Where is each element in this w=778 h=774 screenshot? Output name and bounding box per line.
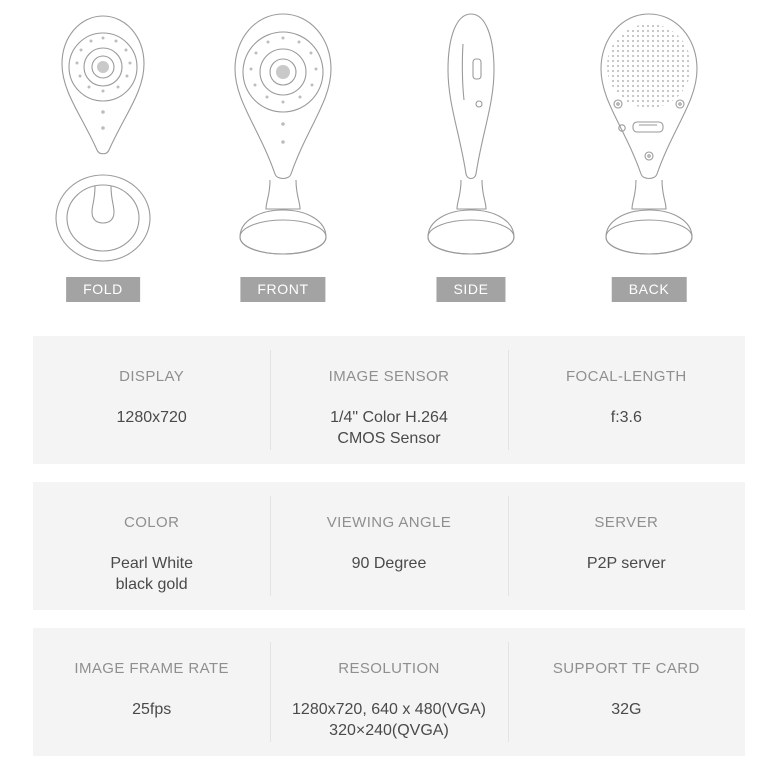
- camera-side-view-icon: [378, 4, 564, 274]
- product-view-back: [556, 0, 742, 320]
- spec-value: 1280x720: [116, 409, 187, 426]
- spec-cell-viewing-angle: [270, 482, 507, 610]
- spec-title: IMAGE SENSOR: [328, 368, 450, 385]
- product-view-label: FOLD: [66, 277, 140, 302]
- spec-title: SERVER: [594, 514, 659, 531]
- spec-value: P2P server: [586, 555, 666, 572]
- spec-cell-focal-length: [508, 336, 745, 464]
- spec-title: IMAGE FRAME RATE: [74, 660, 229, 677]
- spec-row: [33, 482, 745, 610]
- spec-cell-color: [33, 482, 270, 610]
- spec-value: 90 Degree: [351, 555, 427, 572]
- spec-title: FOCAL-LENGTH: [565, 368, 687, 385]
- spec-value: 25fps: [132, 701, 172, 718]
- spec-cell-server: [508, 482, 745, 610]
- product-view-fold: [10, 0, 196, 320]
- spec-value: f:3.6: [610, 409, 642, 426]
- spec-cell-display: [33, 336, 270, 464]
- product-view-front: [190, 0, 376, 320]
- camera-fold-view-icon: [10, 4, 196, 274]
- camera-front-view-icon: [190, 4, 376, 274]
- spec-table: [33, 336, 745, 756]
- spec-value: 1/4" Color H.264 CMOS Sensor: [330, 409, 448, 447]
- product-view-side: [378, 0, 564, 320]
- spec-title: RESOLUTION: [338, 660, 440, 677]
- spec-title: VIEWING ANGLE: [326, 514, 452, 531]
- spec-row: [33, 336, 745, 464]
- spec-cell-image-sensor: [270, 336, 507, 464]
- spec-cell-support-tf-card: [508, 628, 745, 756]
- product-view-label: FRONT: [240, 277, 325, 302]
- spec-title: COLOR: [123, 514, 180, 531]
- camera-back-view-icon: [556, 4, 742, 274]
- product-view-label: SIDE: [436, 277, 505, 302]
- product-view-label: BACK: [612, 277, 687, 302]
- spec-value: Pearl White black gold: [110, 555, 194, 593]
- spec-cell-resolution: [270, 628, 507, 756]
- spec-value: 1280x720, 640 x 480(VGA) 320×240(QVGA): [292, 701, 486, 739]
- spec-title: SUPPORT TF CARD: [552, 660, 700, 677]
- spec-title: DISPLAY: [119, 368, 185, 385]
- spec-cell-image-frame-rate: [33, 628, 270, 756]
- spec-row: [33, 628, 745, 756]
- spec-value: 32G: [611, 701, 642, 718]
- product-views: [0, 0, 778, 320]
